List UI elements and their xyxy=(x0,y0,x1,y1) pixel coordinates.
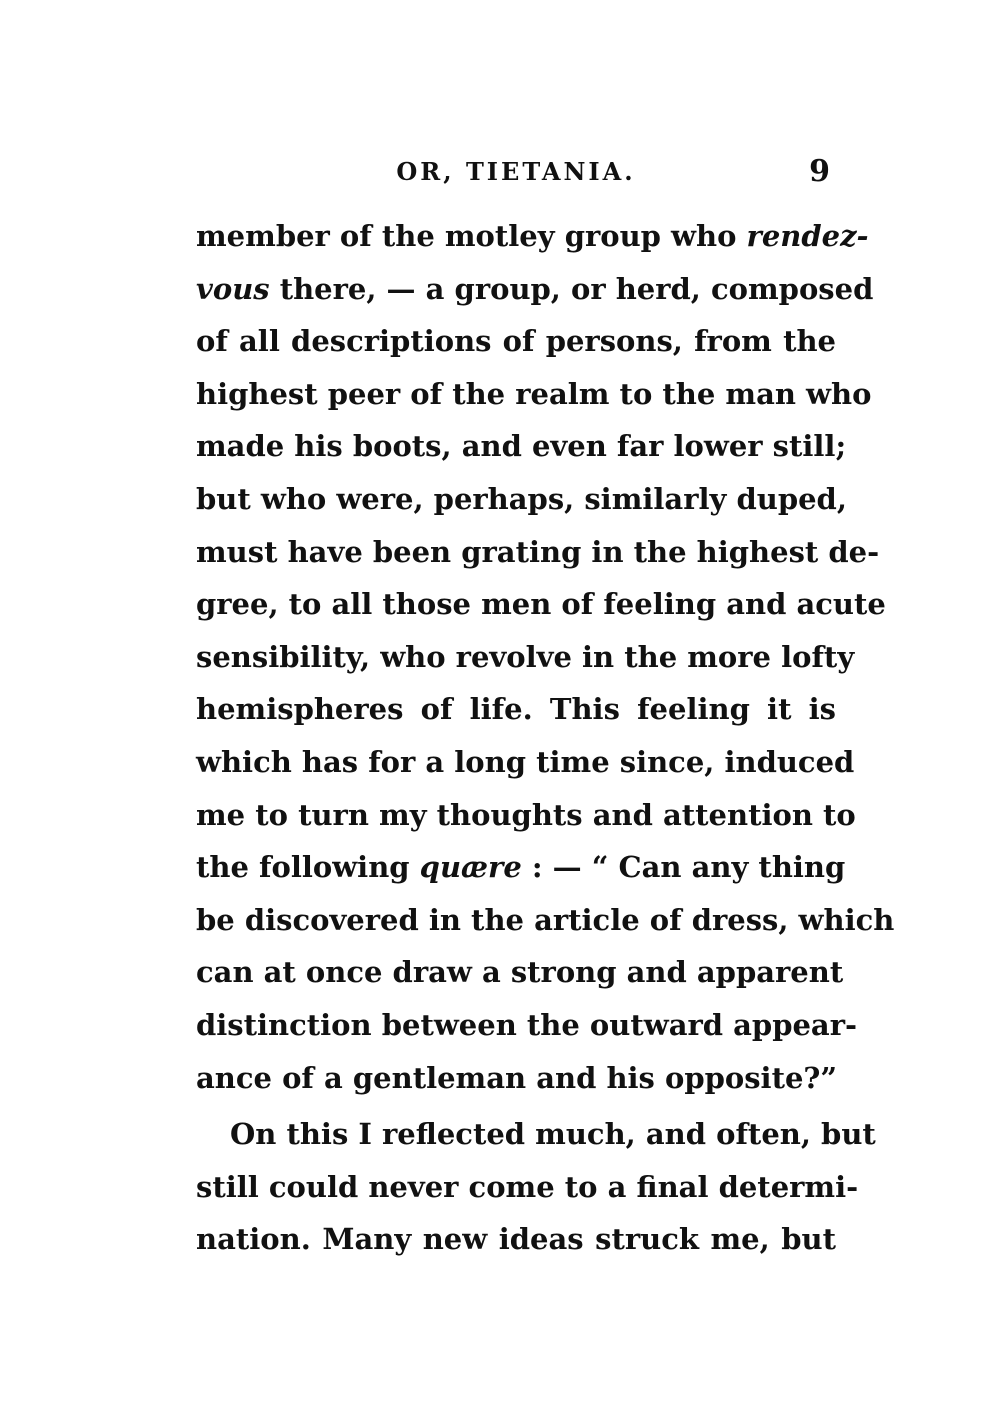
text-line: of all descriptions of persons, from the xyxy=(196,324,836,359)
text-line: which has for a long time since, induced xyxy=(196,744,855,779)
text-line xyxy=(196,841,846,894)
text-line: be discovered in the article of dress, which xyxy=(196,902,895,937)
text-line: but who were, perhaps, similarly duped, xyxy=(196,481,847,516)
text-line: made his boots, and even far lower still; xyxy=(196,429,847,464)
text-line: highest peer of the realm to the man who xyxy=(196,376,872,411)
text-run: : — “ Can any thing xyxy=(521,850,846,885)
italic-word: rendez- xyxy=(746,219,869,253)
running-head xyxy=(196,150,836,194)
italic-word: quære xyxy=(419,850,522,885)
text-run: the following xyxy=(196,850,420,885)
text-run: there, — a group, or herd, composed xyxy=(269,271,874,306)
running-title: OR, TIETANIA. xyxy=(396,157,636,186)
body-text xyxy=(196,210,895,1266)
text-line: me to turn my thoughts and attention to xyxy=(196,797,856,832)
text-line xyxy=(196,210,869,263)
text-line: On this I reflected much, and often, but xyxy=(230,1117,876,1152)
text-line: gree, to all those men of feeling and acute xyxy=(196,587,886,622)
text-line: nation. Many new ideas struck me, but xyxy=(196,1222,836,1257)
text-line: can at once draw a strong and apparent xyxy=(196,955,844,990)
italic-word: vous xyxy=(196,271,270,306)
text-line xyxy=(196,263,874,316)
text-run: member of the motley group who xyxy=(196,219,747,253)
page-number: 9 xyxy=(809,154,830,189)
text-line: ance of a gentleman and his opposite?” xyxy=(196,1060,838,1095)
text-line: distinction between the outward appear- xyxy=(196,1007,858,1042)
text-line: must have been grating in the highest de- xyxy=(196,534,880,569)
text-line: sensibility, who revolve in the more lofty xyxy=(196,639,855,674)
text-line: hemispheres of life. This feeling it is xyxy=(196,692,836,727)
text-line: still could never come to a final determi- xyxy=(196,1169,859,1204)
